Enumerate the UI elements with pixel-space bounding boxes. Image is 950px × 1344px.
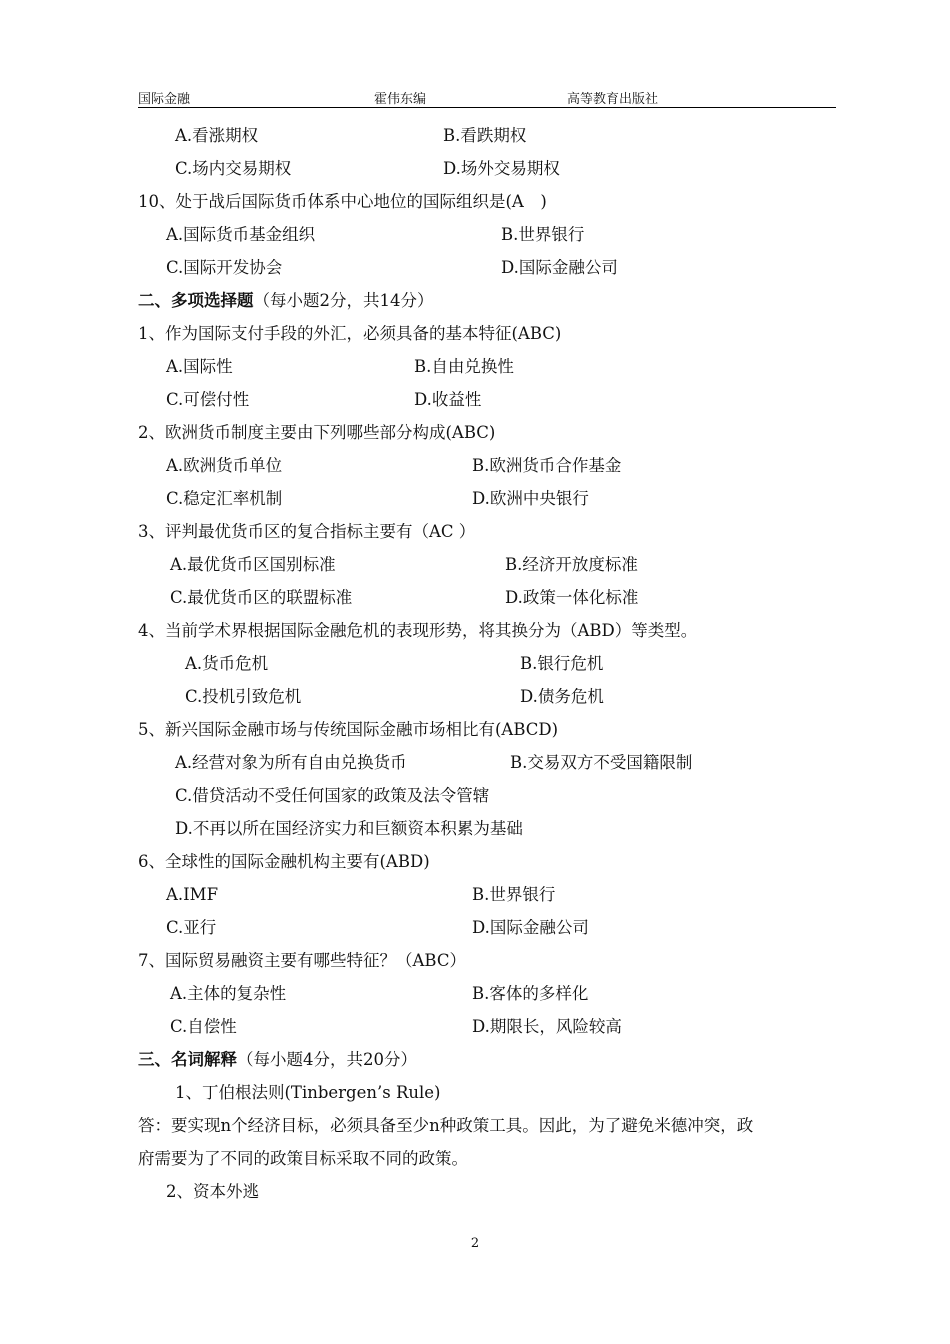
- m4-option-b: B.银行危机: [520, 654, 604, 673]
- m4-option-d: D.债务危机: [520, 687, 604, 706]
- header-rule: [138, 107, 836, 108]
- m7-option-c: C.自偿性: [170, 1017, 237, 1036]
- term-2-heading: 2、资本外逃: [166, 1182, 259, 1201]
- m1-option-c: C.可偿付性: [166, 390, 250, 409]
- q9-option-c: C.场内交易期权: [175, 159, 292, 178]
- m3-option-d: D.政策一体化标准: [505, 588, 639, 607]
- q9-option-d: D.场外交易期权: [443, 159, 560, 178]
- m2-option-d: D.欧洲中央银行: [472, 489, 589, 508]
- m6-option-b: B.世界银行: [472, 885, 556, 904]
- m2-stem: 2、欧洲货币制度主要由下列哪些部分构成(ABC): [138, 423, 496, 442]
- m4-stem: 4、当前学术界根据国际金融危机的表现形势，将其换分为（ABD）等类型。: [138, 621, 698, 640]
- m3-option-a: A.最优货币区国别标准: [170, 555, 336, 574]
- m6-option-d: D.国际金融公司: [472, 918, 589, 937]
- section-2-note: （每小题2分，共14分）: [253, 291, 434, 310]
- m4-option-a: A.货币危机: [185, 654, 269, 673]
- m1-option-d: D.收益性: [414, 390, 482, 409]
- m3-option-c: C.最优货币区的联盟标准: [170, 588, 353, 607]
- m7-stem: 7、国际贸易融资主要有哪些特征？（ABC）: [138, 951, 466, 970]
- q10-option-c: C.国际开发协会: [166, 258, 283, 277]
- m1-option-a: A.国际性: [166, 357, 233, 376]
- header-publisher: 高等教育出版社: [567, 92, 659, 107]
- m5-option-b: B.交易双方不受国籍限制: [510, 753, 693, 772]
- m1-stem: 1、作为国际支付手段的外汇，必须具备的基本特征(ABC): [138, 324, 562, 343]
- header-book-title: 国际金融: [138, 92, 191, 107]
- q10-stem: 10、处于战后国际货币体系中心地位的国际组织是(A ): [138, 192, 547, 211]
- m6-option-a: A.IMF: [166, 885, 219, 904]
- term-1-answer-line-2: 府需要为了不同的政策目标采取不同的政策。: [138, 1149, 468, 1168]
- q10-option-b: B.世界银行: [501, 225, 585, 244]
- m2-option-a: A.欧洲货币单位: [166, 456, 283, 475]
- m5-option-a: A.经营对象为所有自由兑换货币: [175, 753, 407, 772]
- q9-option-b: B.看跌期权: [443, 126, 527, 145]
- m4-option-c: C.投机引致危机: [185, 687, 302, 706]
- m5-option-c: C.借贷活动不受任何国家的政策及法令管辖: [175, 786, 490, 805]
- m2-option-b: B.欧洲货币合作基金: [472, 456, 622, 475]
- m7-option-d: D.期限长，风险较高: [472, 1017, 622, 1036]
- m7-option-b: B.客体的多样化: [472, 984, 589, 1003]
- header-author: 霍伟东编: [374, 92, 427, 107]
- m5-option-d: D.不再以所在国经济实力和巨额资本积累为基础: [175, 819, 523, 838]
- page-number: 2: [470, 1236, 480, 1251]
- m5-stem: 5、新兴国际金融市场与传统国际金融市场相比有(ABCD): [138, 720, 559, 739]
- section-3-note: （每小题4分，共20分）: [237, 1050, 417, 1069]
- m7-option-a: A.主体的复杂性: [170, 984, 287, 1003]
- section-3-heading: [138, 1050, 417, 1070]
- q10-option-d: D.国际金融公司: [501, 258, 618, 277]
- m1-option-b: B.自由兑换性: [414, 357, 514, 376]
- m6-stem: 6、全球性的国际金融机构主要有(ABD): [138, 852, 430, 871]
- term-1-answer-line-1: 答：要实现n个经济目标，必须具备至少n种政策工具。因此，为了避免米德冲突，政: [138, 1116, 754, 1135]
- section-3-title: 三、名词解释: [138, 1050, 237, 1069]
- q9-option-a: A.看涨期权: [175, 126, 259, 145]
- section-2-heading: [138, 291, 434, 311]
- term-1-heading: 1、丁伯根法则(Tinbergen’s Rule): [175, 1083, 441, 1102]
- m3-option-b: B.经济开放度标准: [505, 555, 638, 574]
- q10-option-a: A.国际货币基金组织: [166, 225, 316, 244]
- m6-option-c: C.亚行: [166, 918, 217, 937]
- section-2-title: 二、多项选择题: [138, 291, 254, 310]
- m3-stem: 3、评判最优货币区的复合指标主要有（AC ）: [138, 522, 476, 541]
- m2-option-c: C.稳定汇率机制: [166, 489, 283, 508]
